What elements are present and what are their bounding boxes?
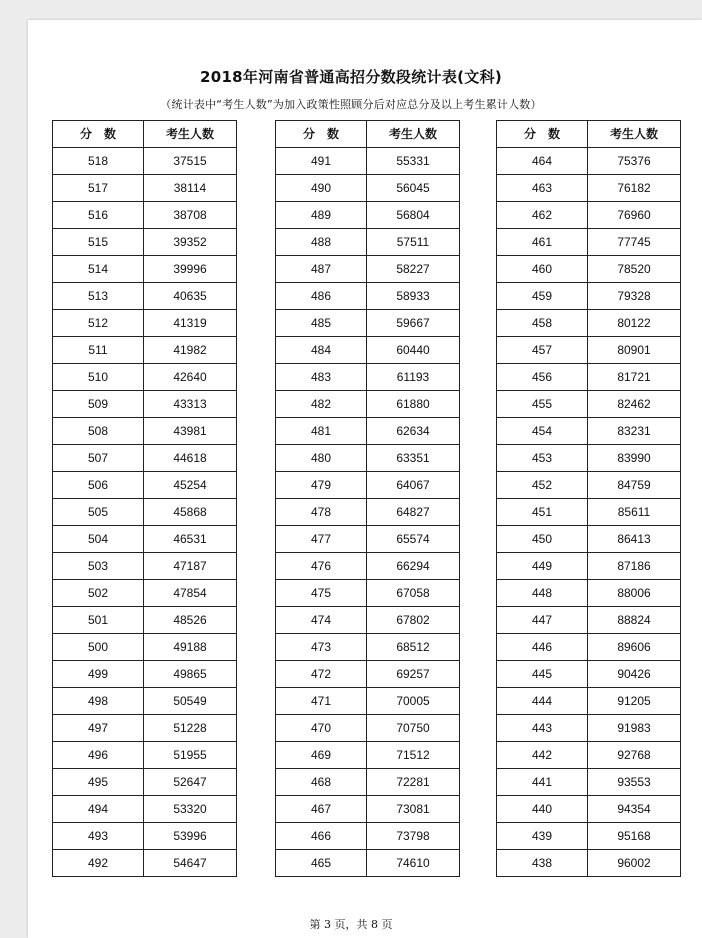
count-cell: 70750 bbox=[367, 715, 460, 742]
score-cell: 476 bbox=[276, 553, 367, 580]
table-row bbox=[53, 850, 237, 877]
score-cell: 502 bbox=[53, 580, 144, 607]
count-cell: 83231 bbox=[588, 418, 681, 445]
page-number: 第 3 页，共 8 页 bbox=[309, 918, 393, 931]
score-cell: 440 bbox=[497, 796, 588, 823]
score-cell: 461 bbox=[497, 229, 588, 256]
count-cell: 47187 bbox=[144, 553, 237, 580]
count-cell: 63351 bbox=[367, 445, 460, 472]
table-row bbox=[276, 418, 460, 445]
score-cell: 513 bbox=[53, 283, 144, 310]
score-cell: 510 bbox=[53, 364, 144, 391]
table-row bbox=[53, 553, 237, 580]
count-cell: 67058 bbox=[367, 580, 460, 607]
score-cell: 481 bbox=[276, 418, 367, 445]
score-cell: 508 bbox=[53, 418, 144, 445]
score-cell: 439 bbox=[497, 823, 588, 850]
count-cell: 42640 bbox=[144, 364, 237, 391]
count-cell: 79328 bbox=[588, 283, 681, 310]
table-header-row bbox=[276, 121, 460, 148]
count-cell: 37515 bbox=[144, 148, 237, 175]
score-cell: 474 bbox=[276, 607, 367, 634]
score-cell: 464 bbox=[497, 148, 588, 175]
count-cell: 69257 bbox=[367, 661, 460, 688]
table-row bbox=[497, 175, 681, 202]
table-row bbox=[497, 580, 681, 607]
table-row bbox=[53, 418, 237, 445]
count-cell: 73798 bbox=[367, 823, 460, 850]
score-cell: 486 bbox=[276, 283, 367, 310]
count-cell: 56804 bbox=[367, 202, 460, 229]
table-row bbox=[276, 472, 460, 499]
count-cell: 91983 bbox=[588, 715, 681, 742]
count-cell: 94354 bbox=[588, 796, 681, 823]
score-cell: 472 bbox=[276, 661, 367, 688]
table-row bbox=[497, 229, 681, 256]
table-row bbox=[497, 283, 681, 310]
table-row bbox=[53, 472, 237, 499]
score-cell: 494 bbox=[53, 796, 144, 823]
table-row bbox=[276, 715, 460, 742]
score-cell: 457 bbox=[497, 337, 588, 364]
count-cell: 40635 bbox=[144, 283, 237, 310]
table-row bbox=[276, 202, 460, 229]
table-row bbox=[53, 337, 237, 364]
count-cell: 74610 bbox=[367, 850, 460, 877]
table-row bbox=[53, 310, 237, 337]
count-cell: 81721 bbox=[588, 364, 681, 391]
table-row bbox=[497, 364, 681, 391]
score-cell: 441 bbox=[497, 769, 588, 796]
score-cell: 484 bbox=[276, 337, 367, 364]
count-cell: 70005 bbox=[367, 688, 460, 715]
count-cell: 58933 bbox=[367, 283, 460, 310]
score-cell: 448 bbox=[497, 580, 588, 607]
count-cell: 41982 bbox=[144, 337, 237, 364]
table-row bbox=[53, 607, 237, 634]
count-cell: 50549 bbox=[144, 688, 237, 715]
table-row bbox=[276, 742, 460, 769]
table-row bbox=[497, 148, 681, 175]
table-row bbox=[53, 175, 237, 202]
table-row bbox=[53, 364, 237, 391]
count-cell: 82462 bbox=[588, 391, 681, 418]
score-cell: 497 bbox=[53, 715, 144, 742]
table-row bbox=[497, 310, 681, 337]
table-row bbox=[53, 499, 237, 526]
count-cell: 43981 bbox=[144, 418, 237, 445]
table-row bbox=[53, 148, 237, 175]
table-row bbox=[53, 202, 237, 229]
score-cell: 462 bbox=[497, 202, 588, 229]
score-cell: 446 bbox=[497, 634, 588, 661]
score-cell: 467 bbox=[276, 796, 367, 823]
count-cell: 38114 bbox=[144, 175, 237, 202]
table-row bbox=[276, 310, 460, 337]
count-cell: 39352 bbox=[144, 229, 237, 256]
count-cell: 41319 bbox=[144, 310, 237, 337]
count-cell: 89606 bbox=[588, 634, 681, 661]
count-cell: 71512 bbox=[367, 742, 460, 769]
score-cell: 493 bbox=[53, 823, 144, 850]
score-cell: 514 bbox=[53, 256, 144, 283]
score-cell: 488 bbox=[276, 229, 367, 256]
score-cell: 491 bbox=[276, 148, 367, 175]
table-row bbox=[497, 202, 681, 229]
document-title: 2018年河南省普通高招分数段统计表(文科) bbox=[199, 68, 503, 86]
score-cell: 490 bbox=[276, 175, 367, 202]
score-cell: 509 bbox=[53, 391, 144, 418]
score-cell: 511 bbox=[53, 337, 144, 364]
score-cell: 504 bbox=[53, 526, 144, 553]
table-row bbox=[276, 445, 460, 472]
count-cell: 78520 bbox=[588, 256, 681, 283]
count-cell: 47854 bbox=[144, 580, 237, 607]
table-row bbox=[497, 796, 681, 823]
score-cell: 455 bbox=[497, 391, 588, 418]
count-cell: 93553 bbox=[588, 769, 681, 796]
table-row bbox=[276, 364, 460, 391]
score-cell: 475 bbox=[276, 580, 367, 607]
count-cell: 80122 bbox=[588, 310, 681, 337]
count-cell: 76182 bbox=[588, 175, 681, 202]
table-row bbox=[497, 472, 681, 499]
score-cell: 500 bbox=[53, 634, 144, 661]
score-cell: 449 bbox=[497, 553, 588, 580]
table-row bbox=[53, 769, 237, 796]
score-cell: 485 bbox=[276, 310, 367, 337]
table-header-row bbox=[497, 121, 681, 148]
count-cell: 56045 bbox=[367, 175, 460, 202]
count-cell: 58227 bbox=[367, 256, 460, 283]
score-table-3 bbox=[496, 120, 681, 877]
score-cell: 512 bbox=[53, 310, 144, 337]
table-row bbox=[53, 283, 237, 310]
score-cell: 460 bbox=[497, 256, 588, 283]
score-cell: 459 bbox=[497, 283, 588, 310]
score-cell: 470 bbox=[276, 715, 367, 742]
table-row bbox=[497, 418, 681, 445]
score-table-1 bbox=[52, 120, 237, 877]
count-cell: 64827 bbox=[367, 499, 460, 526]
table-row bbox=[276, 796, 460, 823]
score-cell: 443 bbox=[497, 715, 588, 742]
score-cell: 453 bbox=[497, 445, 588, 472]
score-cell: 454 bbox=[497, 418, 588, 445]
count-cell: 60440 bbox=[367, 337, 460, 364]
count-cell: 73081 bbox=[367, 796, 460, 823]
score-column-header: 分 数 bbox=[276, 121, 367, 148]
score-cell: 489 bbox=[276, 202, 367, 229]
count-cell: 83990 bbox=[588, 445, 681, 472]
score-cell: 463 bbox=[497, 175, 588, 202]
count-cell: 87186 bbox=[588, 553, 681, 580]
score-cell: 438 bbox=[497, 850, 588, 877]
count-cell: 49865 bbox=[144, 661, 237, 688]
table-row bbox=[497, 850, 681, 877]
table-row bbox=[53, 796, 237, 823]
table-row bbox=[497, 337, 681, 364]
table-row bbox=[497, 607, 681, 634]
table-row bbox=[276, 607, 460, 634]
score-cell: 495 bbox=[53, 769, 144, 796]
score-cell: 479 bbox=[276, 472, 367, 499]
table-row bbox=[497, 823, 681, 850]
score-cell: 487 bbox=[276, 256, 367, 283]
score-cell: 444 bbox=[497, 688, 588, 715]
score-cell: 469 bbox=[276, 742, 367, 769]
score-cell: 496 bbox=[53, 742, 144, 769]
table-row bbox=[497, 742, 681, 769]
count-column-header: 考生人数 bbox=[588, 121, 681, 148]
score-cell: 451 bbox=[497, 499, 588, 526]
score-cell: 447 bbox=[497, 607, 588, 634]
score-cell: 505 bbox=[53, 499, 144, 526]
table-row bbox=[276, 148, 460, 175]
score-cell: 458 bbox=[497, 310, 588, 337]
table-row bbox=[276, 580, 460, 607]
score-cell: 442 bbox=[497, 742, 588, 769]
table-row bbox=[276, 175, 460, 202]
table-row bbox=[53, 391, 237, 418]
count-cell: 45254 bbox=[144, 472, 237, 499]
table-row bbox=[497, 445, 681, 472]
count-cell: 67802 bbox=[367, 607, 460, 634]
table-row bbox=[53, 445, 237, 472]
table-row bbox=[276, 823, 460, 850]
score-cell: 492 bbox=[53, 850, 144, 877]
count-cell: 66294 bbox=[367, 553, 460, 580]
score-cell: 477 bbox=[276, 526, 367, 553]
table-row bbox=[53, 823, 237, 850]
count-cell: 55331 bbox=[367, 148, 460, 175]
count-cell: 49188 bbox=[144, 634, 237, 661]
count-cell: 80901 bbox=[588, 337, 681, 364]
score-cell: 471 bbox=[276, 688, 367, 715]
table-row bbox=[276, 337, 460, 364]
count-cell: 85611 bbox=[588, 499, 681, 526]
score-cell: 498 bbox=[53, 688, 144, 715]
score-cell: 503 bbox=[53, 553, 144, 580]
table-row bbox=[497, 769, 681, 796]
table-row bbox=[276, 283, 460, 310]
table-row bbox=[276, 553, 460, 580]
score-cell: 518 bbox=[53, 148, 144, 175]
score-cell: 501 bbox=[53, 607, 144, 634]
count-cell: 53320 bbox=[144, 796, 237, 823]
table-row bbox=[53, 229, 237, 256]
table-row bbox=[276, 391, 460, 418]
count-cell: 68512 bbox=[367, 634, 460, 661]
count-cell: 54647 bbox=[144, 850, 237, 877]
score-cell: 507 bbox=[53, 445, 144, 472]
count-cell: 95168 bbox=[588, 823, 681, 850]
table-row bbox=[497, 256, 681, 283]
table-row bbox=[497, 499, 681, 526]
table-header-row bbox=[53, 121, 237, 148]
table-row bbox=[53, 526, 237, 553]
score-cell: 450 bbox=[497, 526, 588, 553]
score-cell: 515 bbox=[53, 229, 144, 256]
score-cell: 480 bbox=[276, 445, 367, 472]
count-cell: 44618 bbox=[144, 445, 237, 472]
table-row bbox=[276, 769, 460, 796]
table-row bbox=[497, 715, 681, 742]
table-row bbox=[276, 526, 460, 553]
table-row bbox=[276, 688, 460, 715]
score-column-header: 分 数 bbox=[53, 121, 144, 148]
document-subtitle: （统计表中“考生人数”为加入政策性照顾分后对应总分及以上考生累计人数） bbox=[160, 98, 542, 111]
count-cell: 62634 bbox=[367, 418, 460, 445]
table-row bbox=[497, 661, 681, 688]
count-cell: 53996 bbox=[144, 823, 237, 850]
count-cell: 46531 bbox=[144, 526, 237, 553]
count-cell: 52647 bbox=[144, 769, 237, 796]
score-cell: 445 bbox=[497, 661, 588, 688]
score-cell: 499 bbox=[53, 661, 144, 688]
count-cell: 64067 bbox=[367, 472, 460, 499]
count-cell: 57511 bbox=[367, 229, 460, 256]
table-row bbox=[276, 850, 460, 877]
table-row bbox=[53, 661, 237, 688]
table-row bbox=[53, 634, 237, 661]
score-column-header: 分 数 bbox=[497, 121, 588, 148]
count-cell: 96002 bbox=[588, 850, 681, 877]
count-cell: 72281 bbox=[367, 769, 460, 796]
table-row bbox=[497, 634, 681, 661]
table-row bbox=[497, 526, 681, 553]
count-cell: 43313 bbox=[144, 391, 237, 418]
score-table-2 bbox=[275, 120, 460, 877]
count-cell: 38708 bbox=[144, 202, 237, 229]
count-cell: 51955 bbox=[144, 742, 237, 769]
count-cell: 59667 bbox=[367, 310, 460, 337]
table-row bbox=[53, 742, 237, 769]
count-cell: 88824 bbox=[588, 607, 681, 634]
score-cell: 478 bbox=[276, 499, 367, 526]
table-row bbox=[276, 229, 460, 256]
count-cell: 84759 bbox=[588, 472, 681, 499]
count-cell: 65574 bbox=[367, 526, 460, 553]
table-row bbox=[276, 499, 460, 526]
table-row bbox=[276, 256, 460, 283]
table-row bbox=[53, 715, 237, 742]
table-row bbox=[497, 688, 681, 715]
table-row bbox=[53, 256, 237, 283]
count-cell: 75376 bbox=[588, 148, 681, 175]
score-cell: 482 bbox=[276, 391, 367, 418]
table-row bbox=[53, 580, 237, 607]
count-cell: 88006 bbox=[588, 580, 681, 607]
count-cell: 61880 bbox=[367, 391, 460, 418]
table-row bbox=[497, 391, 681, 418]
table-row bbox=[53, 688, 237, 715]
score-cell: 473 bbox=[276, 634, 367, 661]
count-cell: 90426 bbox=[588, 661, 681, 688]
score-cell: 506 bbox=[53, 472, 144, 499]
count-cell: 86413 bbox=[588, 526, 681, 553]
score-cell: 466 bbox=[276, 823, 367, 850]
score-cell: 483 bbox=[276, 364, 367, 391]
count-cell: 61193 bbox=[367, 364, 460, 391]
count-cell: 48526 bbox=[144, 607, 237, 634]
score-cell: 465 bbox=[276, 850, 367, 877]
table-row bbox=[276, 661, 460, 688]
table-row bbox=[497, 553, 681, 580]
table-row bbox=[276, 634, 460, 661]
count-cell: 45868 bbox=[144, 499, 237, 526]
score-cell: 517 bbox=[53, 175, 144, 202]
count-cell: 76960 bbox=[588, 202, 681, 229]
count-cell: 91205 bbox=[588, 688, 681, 715]
count-cell: 51228 bbox=[144, 715, 237, 742]
count-cell: 77745 bbox=[588, 229, 681, 256]
count-column-header: 考生人数 bbox=[367, 121, 460, 148]
score-cell: 468 bbox=[276, 769, 367, 796]
score-cell: 452 bbox=[497, 472, 588, 499]
count-cell: 39996 bbox=[144, 256, 237, 283]
score-cell: 516 bbox=[53, 202, 144, 229]
count-column-header: 考生人数 bbox=[144, 121, 237, 148]
count-cell: 92768 bbox=[588, 742, 681, 769]
score-cell: 456 bbox=[497, 364, 588, 391]
